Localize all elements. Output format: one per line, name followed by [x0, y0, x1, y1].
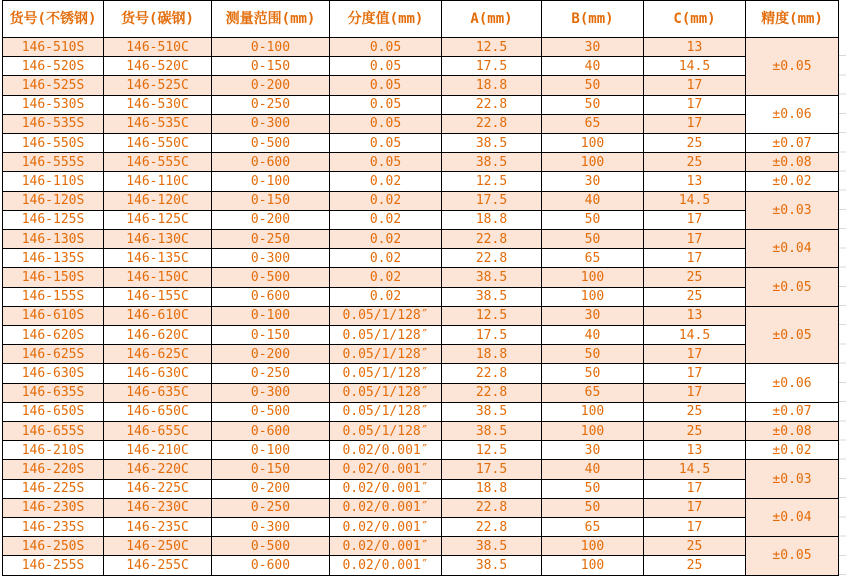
range-cell: 0-500 — [212, 402, 330, 421]
b-dim-cell: 65 — [542, 114, 644, 133]
sku-stainless-cell: 146-235S — [3, 518, 104, 537]
a-dim-cell: 17.5 — [442, 191, 542, 210]
sku-carbon-cell: 146-210C — [104, 441, 212, 460]
b-dim-cell: 65 — [542, 383, 644, 402]
sku-stainless-cell: 146-635S — [3, 383, 104, 402]
sku-carbon-cell: 146-610C — [104, 306, 212, 325]
sku-stainless-cell: 146-110S — [3, 172, 104, 191]
sku-carbon-cell: 146-110C — [104, 172, 212, 191]
b-dim-cell: 100 — [542, 287, 644, 306]
graduation-cell: 0.02 — [330, 268, 442, 287]
c-dim-cell: 17 — [644, 383, 746, 402]
range-cell: 0-100 — [212, 441, 330, 460]
sku-carbon-cell: 146-135C — [104, 249, 212, 268]
a-dim-cell: 22.8 — [442, 114, 542, 133]
graduation-cell: 0.02/0.001″ — [330, 498, 442, 517]
table-row — [3, 57, 839, 76]
graduation-cell: 0.02/0.001″ — [330, 479, 442, 498]
a-dim-cell: 22.8 — [442, 518, 542, 537]
header-graduation: 分度值(mm) — [330, 1, 442, 38]
graduation-cell: 0.05 — [330, 153, 442, 172]
sku-carbon-cell: 146-520C — [104, 57, 212, 76]
a-dim-cell: 38.5 — [442, 153, 542, 172]
header-sku-stainless: 货号(不锈钢) — [3, 1, 104, 38]
range-cell: 0-500 — [212, 268, 330, 287]
header-range: 测量范围(mm) — [212, 1, 330, 38]
b-dim-cell: 50 — [542, 479, 644, 498]
b-dim-cell: 30 — [542, 306, 644, 325]
c-dim-cell: 25 — [644, 537, 746, 556]
range-cell: 0-600 — [212, 422, 330, 441]
range-cell: 0-150 — [212, 326, 330, 345]
accuracy-cell: ±0.08 — [746, 153, 839, 172]
c-dim-cell: 17 — [644, 498, 746, 517]
header-row — [3, 1, 839, 38]
b-dim-cell: 50 — [542, 210, 644, 229]
a-dim-cell: 38.5 — [442, 268, 542, 287]
table-row — [3, 95, 839, 114]
range-cell: 0-500 — [212, 537, 330, 556]
range-cell: 0-150 — [212, 191, 330, 210]
sku-stainless-cell: 146-135S — [3, 249, 104, 268]
sku-stainless-cell: 146-525S — [3, 76, 104, 95]
sku-carbon-cell: 146-150C — [104, 268, 212, 287]
accuracy-cell: ±0.05 — [746, 38, 839, 96]
sku-stainless-cell: 146-520S — [3, 57, 104, 76]
c-dim-cell: 25 — [644, 268, 746, 287]
sku-carbon-cell: 146-525C — [104, 76, 212, 95]
range-cell: 0-200 — [212, 76, 330, 95]
table-row — [3, 441, 839, 460]
table-row — [3, 345, 839, 364]
c-dim-cell: 17 — [644, 230, 746, 249]
a-dim-cell: 22.8 — [442, 498, 542, 517]
c-dim-cell: 14.5 — [644, 57, 746, 76]
range-cell: 0-250 — [212, 498, 330, 517]
graduation-cell: 0.05 — [330, 57, 442, 76]
b-dim-cell: 100 — [542, 153, 644, 172]
table-row — [3, 556, 839, 575]
accuracy-cell: ±0.03 — [746, 191, 839, 229]
accuracy-cell: ±0.02 — [746, 441, 839, 460]
graduation-cell: 0.02/0.001″ — [330, 556, 442, 575]
c-dim-cell: 25 — [644, 134, 746, 153]
table-row — [3, 498, 839, 517]
a-dim-cell: 22.8 — [442, 364, 542, 383]
table-row — [3, 191, 839, 210]
b-dim-cell: 100 — [542, 134, 644, 153]
a-dim-cell: 18.8 — [442, 345, 542, 364]
a-dim-cell: 17.5 — [442, 57, 542, 76]
sku-stainless-cell: 146-150S — [3, 268, 104, 287]
c-dim-cell: 14.5 — [644, 460, 746, 479]
sku-carbon-cell: 146-625C — [104, 345, 212, 364]
sku-stainless-cell: 146-620S — [3, 326, 104, 345]
table-row — [3, 537, 839, 556]
graduation-cell: 0.05 — [330, 38, 442, 57]
graduation-cell: 0.02/0.001″ — [330, 518, 442, 537]
accuracy-cell: ±0.05 — [746, 268, 839, 306]
graduation-cell: 0.02/0.001″ — [330, 537, 442, 556]
b-dim-cell: 50 — [542, 230, 644, 249]
table-row — [3, 114, 839, 133]
sku-stainless-cell: 146-610S — [3, 306, 104, 325]
table-row — [3, 287, 839, 306]
table-row — [3, 479, 839, 498]
sku-stainless-cell: 146-530S — [3, 95, 104, 114]
range-cell: 0-300 — [212, 383, 330, 402]
sku-carbon-cell: 146-120C — [104, 191, 212, 210]
a-dim-cell: 22.8 — [442, 95, 542, 114]
sku-stainless-cell: 146-125S — [3, 210, 104, 229]
c-dim-cell: 17 — [644, 95, 746, 114]
sku-stainless-cell: 146-655S — [3, 422, 104, 441]
a-dim-cell: 38.5 — [442, 402, 542, 421]
sku-stainless-cell: 146-650S — [3, 402, 104, 421]
accuracy-cell: ±0.03 — [746, 460, 839, 498]
c-dim-cell: 17 — [644, 114, 746, 133]
table-row — [3, 134, 839, 153]
b-dim-cell: 100 — [542, 402, 644, 421]
c-dim-cell: 25 — [644, 287, 746, 306]
sku-stainless-cell: 146-120S — [3, 191, 104, 210]
sku-carbon-cell: 146-155C — [104, 287, 212, 306]
graduation-cell: 0.05/1/128″ — [330, 326, 442, 345]
table-row — [3, 153, 839, 172]
sku-carbon-cell: 146-225C — [104, 479, 212, 498]
range-cell: 0-300 — [212, 518, 330, 537]
b-dim-cell: 100 — [542, 556, 644, 575]
sku-stainless-cell: 146-535S — [3, 114, 104, 133]
graduation-cell: 0.05 — [330, 134, 442, 153]
c-dim-cell: 17 — [644, 76, 746, 95]
range-cell: 0-100 — [212, 172, 330, 191]
graduation-cell: 0.05/1/128″ — [330, 383, 442, 402]
accuracy-cell: ±0.07 — [746, 402, 839, 421]
accuracy-cell: ±0.05 — [746, 537, 839, 575]
sku-carbon-cell: 146-555C — [104, 153, 212, 172]
sku-stainless-cell: 146-510S — [3, 38, 104, 57]
sku-carbon-cell: 146-235C — [104, 518, 212, 537]
b-dim-cell: 40 — [542, 460, 644, 479]
sku-carbon-cell: 146-620C — [104, 326, 212, 345]
c-dim-cell: 14.5 — [644, 191, 746, 210]
sku-carbon-cell: 146-630C — [104, 364, 212, 383]
range-cell: 0-250 — [212, 364, 330, 383]
accuracy-cell: ±0.06 — [746, 364, 839, 402]
b-dim-cell: 40 — [542, 191, 644, 210]
graduation-cell: 0.02 — [330, 230, 442, 249]
a-dim-cell: 38.5 — [442, 556, 542, 575]
range-cell: 0-250 — [212, 230, 330, 249]
sku-stainless-cell: 146-555S — [3, 153, 104, 172]
b-dim-cell: 50 — [542, 95, 644, 114]
c-dim-cell: 17 — [644, 518, 746, 537]
table-row — [3, 326, 839, 345]
graduation-cell: 0.02/0.001″ — [330, 460, 442, 479]
sku-stainless-cell: 146-255S — [3, 556, 104, 575]
range-cell: 0-200 — [212, 479, 330, 498]
graduation-cell: 0.05/1/128″ — [330, 345, 442, 364]
range-cell: 0-150 — [212, 460, 330, 479]
range-cell: 0-150 — [212, 57, 330, 76]
table-row — [3, 402, 839, 421]
a-dim-cell: 38.5 — [442, 422, 542, 441]
sku-stainless-cell: 146-155S — [3, 287, 104, 306]
c-dim-cell: 13 — [644, 172, 746, 191]
c-dim-cell: 13 — [644, 306, 746, 325]
range-cell: 0-300 — [212, 114, 330, 133]
sku-carbon-cell: 146-550C — [104, 134, 212, 153]
table-row — [3, 422, 839, 441]
header-b-dim: B(mm) — [542, 1, 644, 38]
graduation-cell: 0.05/1/128″ — [330, 402, 442, 421]
c-dim-cell: 25 — [644, 422, 746, 441]
graduation-cell: 0.05 — [330, 114, 442, 133]
sku-stainless-cell: 146-550S — [3, 134, 104, 153]
table-row — [3, 230, 839, 249]
a-dim-cell: 22.8 — [442, 249, 542, 268]
sku-stainless-cell: 146-630S — [3, 364, 104, 383]
c-dim-cell: 25 — [644, 153, 746, 172]
sku-carbon-cell: 146-220C — [104, 460, 212, 479]
b-dim-cell: 100 — [542, 537, 644, 556]
range-cell: 0-500 — [212, 134, 330, 153]
graduation-cell: 0.05 — [330, 95, 442, 114]
header-c-dim: C(mm) — [644, 1, 746, 38]
table-row — [3, 364, 839, 383]
range-cell: 0-200 — [212, 210, 330, 229]
a-dim-cell: 38.5 — [442, 287, 542, 306]
sku-carbon-cell: 146-530C — [104, 95, 212, 114]
graduation-cell: 0.05/1/128″ — [330, 422, 442, 441]
range-cell: 0-250 — [212, 95, 330, 114]
sku-stainless-cell: 146-625S — [3, 345, 104, 364]
header-accuracy: 精度(mm) — [746, 1, 839, 38]
a-dim-cell: 38.5 — [442, 537, 542, 556]
a-dim-cell: 12.5 — [442, 38, 542, 57]
table-row — [3, 306, 839, 325]
accuracy-cell: ±0.04 — [746, 498, 839, 536]
graduation-cell: 0.02 — [330, 287, 442, 306]
accuracy-cell: ±0.02 — [746, 172, 839, 191]
a-dim-cell: 17.5 — [442, 326, 542, 345]
range-cell: 0-600 — [212, 153, 330, 172]
table-row — [3, 38, 839, 57]
graduation-cell: 0.02 — [330, 249, 442, 268]
graduation-cell: 0.05/1/128″ — [330, 306, 442, 325]
range-cell: 0-300 — [212, 249, 330, 268]
accuracy-cell: ±0.07 — [746, 134, 839, 153]
range-cell: 0-200 — [212, 345, 330, 364]
table-row — [3, 172, 839, 191]
a-dim-cell: 22.8 — [442, 230, 542, 249]
accuracy-cell: ±0.08 — [746, 422, 839, 441]
a-dim-cell: 17.5 — [442, 460, 542, 479]
b-dim-cell: 50 — [542, 364, 644, 383]
sku-carbon-cell: 146-510C — [104, 38, 212, 57]
table-row — [3, 268, 839, 287]
c-dim-cell: 14.5 — [644, 326, 746, 345]
c-dim-cell: 13 — [644, 441, 746, 460]
table-row — [3, 460, 839, 479]
graduation-cell: 0.05 — [330, 76, 442, 95]
b-dim-cell: 30 — [542, 172, 644, 191]
sku-carbon-cell: 146-655C — [104, 422, 212, 441]
sku-carbon-cell: 146-535C — [104, 114, 212, 133]
graduation-cell: 0.02 — [330, 210, 442, 229]
spreadsheet-gridlines — [839, 37, 846, 576]
accuracy-cell: ±0.06 — [746, 95, 839, 133]
graduation-cell: 0.02 — [330, 172, 442, 191]
a-dim-cell: 12.5 — [442, 172, 542, 191]
c-dim-cell: 17 — [644, 479, 746, 498]
c-dim-cell: 17 — [644, 249, 746, 268]
range-cell: 0-600 — [212, 287, 330, 306]
b-dim-cell: 50 — [542, 498, 644, 517]
sku-stainless-cell: 146-230S — [3, 498, 104, 517]
c-dim-cell: 25 — [644, 556, 746, 575]
sku-carbon-cell: 146-130C — [104, 230, 212, 249]
table-row — [3, 518, 839, 537]
graduation-cell: 0.02/0.001″ — [330, 441, 442, 460]
product-spec-table — [2, 0, 839, 576]
b-dim-cell: 30 — [542, 441, 644, 460]
c-dim-cell: 25 — [644, 402, 746, 421]
b-dim-cell: 30 — [542, 38, 644, 57]
table-row — [3, 383, 839, 402]
sku-stainless-cell: 146-250S — [3, 537, 104, 556]
c-dim-cell: 13 — [644, 38, 746, 57]
a-dim-cell: 12.5 — [442, 306, 542, 325]
c-dim-cell: 17 — [644, 345, 746, 364]
header-sku-carbon: 货号(碳钢) — [104, 1, 212, 38]
b-dim-cell: 65 — [542, 518, 644, 537]
range-cell: 0-100 — [212, 38, 330, 57]
b-dim-cell: 100 — [542, 422, 644, 441]
a-dim-cell: 12.5 — [442, 441, 542, 460]
b-dim-cell: 40 — [542, 326, 644, 345]
a-dim-cell: 18.8 — [442, 76, 542, 95]
header-a-dim: A(mm) — [442, 1, 542, 38]
table-row — [3, 249, 839, 268]
a-dim-cell: 18.8 — [442, 479, 542, 498]
b-dim-cell: 50 — [542, 76, 644, 95]
sku-carbon-cell: 146-125C — [104, 210, 212, 229]
sku-carbon-cell: 146-230C — [104, 498, 212, 517]
graduation-cell: 0.02 — [330, 191, 442, 210]
c-dim-cell: 17 — [644, 364, 746, 383]
sku-stainless-cell: 146-210S — [3, 441, 104, 460]
a-dim-cell: 22.8 — [442, 383, 542, 402]
range-cell: 0-100 — [212, 306, 330, 325]
range-cell: 0-600 — [212, 556, 330, 575]
sku-stainless-cell: 146-220S — [3, 460, 104, 479]
c-dim-cell: 17 — [644, 210, 746, 229]
b-dim-cell: 50 — [542, 345, 644, 364]
a-dim-cell: 38.5 — [442, 134, 542, 153]
graduation-cell: 0.05/1/128″ — [330, 364, 442, 383]
sku-stainless-cell: 146-225S — [3, 479, 104, 498]
accuracy-cell: ±0.04 — [746, 230, 839, 268]
sku-carbon-cell: 146-650C — [104, 402, 212, 421]
sku-stainless-cell: 146-130S — [3, 230, 104, 249]
sku-carbon-cell: 146-250C — [104, 537, 212, 556]
sku-carbon-cell: 146-635C — [104, 383, 212, 402]
b-dim-cell: 65 — [542, 249, 644, 268]
b-dim-cell: 100 — [542, 268, 644, 287]
accuracy-cell: ±0.05 — [746, 306, 839, 364]
table-row — [3, 210, 839, 229]
table-row — [3, 76, 839, 95]
b-dim-cell: 40 — [542, 57, 644, 76]
sku-carbon-cell: 146-255C — [104, 556, 212, 575]
a-dim-cell: 18.8 — [442, 210, 542, 229]
